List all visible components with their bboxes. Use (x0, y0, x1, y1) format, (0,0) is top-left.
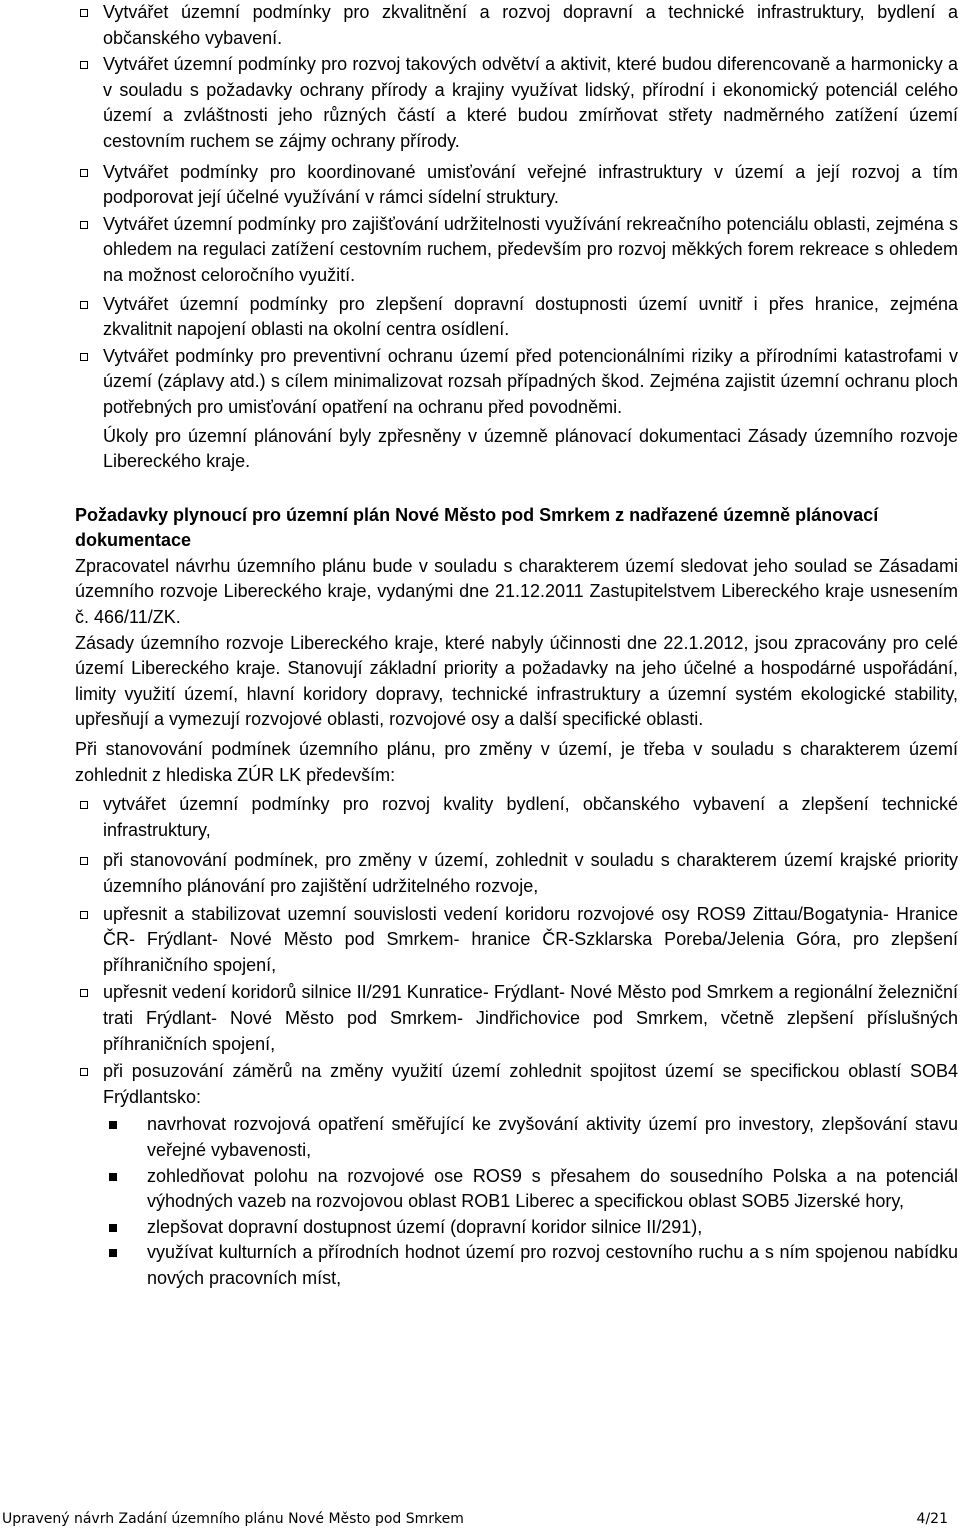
list-item-text: upřesnit vedení koridorů silnice II/291 Kunratice- Frýdlant- Nové Město pod Smrkem a regionální železniční trati Frýdlant- Nové Město pod Smrkem- Jindřichovice pod Smrkem, včetně zlepšení příslušných příhraničních spojení, (103, 982, 958, 1054)
list-item (75, 292, 958, 343)
list-item (75, 980, 958, 1057)
sub-list-item-text: navrhovat rozvojová opatření směřující ke zvyšování aktivity území pro investory, zlepšování stavu veřejné vybavenosti, (147, 1114, 958, 1160)
hollow-square-bullet-icon (80, 353, 88, 361)
footer-title: Upravený návrh Zadání územního plánu Nové Město pod Smrkem (2, 1511, 464, 1527)
hollow-square-bullet-icon (80, 9, 88, 17)
list-item (75, 344, 958, 421)
requirements-list (75, 792, 958, 1110)
list-item (75, 1059, 958, 1110)
hollow-square-bullet-icon (80, 1068, 88, 1076)
list-item-text: při stanovování podmínek, pro změny v území, zohlednit v souladu s charakterem území krajské priority územního plánování pro zajištění udržitelného rozvoje, (103, 850, 958, 896)
sub-list-item (75, 1112, 958, 1163)
page-footer (2, 1507, 948, 1531)
hollow-square-bullet-icon (80, 169, 88, 177)
hollow-square-bullet-icon (80, 221, 88, 229)
list-item (75, 792, 958, 843)
list-item-text: Vytvářet územní podmínky pro rozvoj takových odvětví a aktivit, které budou diferencovaně a harmonicky a v souladu s požadavky ochrany přírody a krajiny využívat lidský, přírodní i ekonomický potenciál celého území a zvláštnosti jeho různých částí a které budou zmírňovat střety nadměrného zatížení území cestovním ruchem se zájmy ochrany přírody. (103, 54, 958, 151)
list-item-text: Vytvářet podmínky pro koordinované umisťování veřejné infrastruktury v území a její rozvoj a tím podporovat její účelné využívání v rámci sídelní struktury. (103, 161, 958, 208)
sub-list-item (75, 1215, 958, 1241)
sub-list-item-text: zlepšovat dopravní dostupnost území (dopravní koridor silnice II/291), (147, 1216, 703, 1237)
list-item (75, 160, 958, 211)
list-item (75, 902, 958, 979)
list-item (75, 0, 958, 51)
document-content (75, 0, 958, 1292)
sub-list-item (75, 1240, 958, 1291)
sub-list-item-text: využívat kulturních a přírodních hodnot území pro rozvoj cestovního ruchu a s ním spojenou nabídku nových pracovních míst, (147, 1242, 958, 1288)
hollow-square-bullet-icon (80, 301, 88, 309)
objectives-list (75, 0, 958, 421)
paragraph: Při stanovování podmínek územního plánu, pro změny v území, je třeba v souladu s charakterem území zohlednit z hlediska ZÚR LK především: (75, 739, 958, 785)
filled-square-bullet-icon (109, 1173, 117, 1181)
paragraph: Zpracovatel návrhu územního plánu bude v souladu s charakterem území sledovat jeho soulad se Zásadami územního rozvoje Libereckého kraje, vydanými dne 21.12.2011 Zastupitelstvem Libereckého kraje usnesením č. 466/11/ZK. (75, 555, 958, 628)
filled-square-bullet-icon (109, 1249, 117, 1257)
list-item-text: Vytvářet územní podmínky pro zajišťování udržitelnosti využívání rekreačního potenciálu oblasti, zejména s ohledem na regulaci zatížení cestovním ruchem, především pro rozvoj měkkých forem rekreace s ohledem na možnost celoročního využití. (103, 213, 958, 285)
filled-square-bullet-icon (109, 1224, 117, 1232)
hollow-square-bullet-icon (80, 801, 88, 809)
filled-square-bullet-icon (109, 1121, 117, 1129)
list-item-text: Vytvářet podmínky pro preventivní ochranu území před potencionálními riziky a přírodními katastrofami v území (záplavy atd.) s cílem minimalizovat rozsah případných škod. Zejména zajistit územní ochranu ploch potřebných pro umisťování opatření na ochranu před povodněmi. (103, 345, 958, 417)
list-item-text: Vytvářet územní podmínky pro zkvalitnění a rozvoj dopravní a technické infrastruktury, bydlení a občanského vybavení. (103, 2, 958, 48)
list-item-text: upřesnit a stabilizovat uzemní souvislosti vedení koridoru rozvojové osy ROS9 Zittau/Bogatynia- Hranice ČR- Frýdlant- Nové Město pod Smrkem- hranice ČR-Szklarska Poreba/Jelenia Góra, pro zlepšení příhraničního spojení, (103, 903, 958, 975)
list-item-text: Vytvářet územní podmínky pro zlepšení dopravní dostupnosti území uvnitř i přes hranice, zejména zkvalitnit napojení oblasti na okolní centra osídlení. (103, 293, 958, 340)
list-item (75, 212, 958, 289)
list-item-text: vytvářet územní podmínky pro rozvoj kvality bydlení, občanského vybavení a zlepšení technické infrastruktury, (103, 794, 958, 840)
list-item (75, 848, 958, 899)
hollow-square-bullet-icon (80, 911, 88, 919)
list-item-text: při posuzování záměrů na změny využití území zohlednit spojitost území se specifickou oblastí SOB4 Frýdlantsko: (103, 1061, 958, 1107)
sub-list-item (75, 1164, 958, 1215)
hollow-square-bullet-icon (80, 857, 88, 865)
hollow-square-bullet-icon (80, 989, 88, 997)
sub-list-item-text: zohledňovat polohu na rozvojové ose ROS9 s přesahem do sousedního Polska a na potenciál výhodných vazeb na rozvojovou oblast ROB1 Liberec a specifickou oblast SOB5 Jizerské hory, (147, 1165, 958, 1212)
hollow-square-bullet-icon (80, 61, 88, 69)
page-number: 4/21 (916, 1511, 948, 1527)
note-paragraph: Úkoly pro územní plánování byly zpřesněny v územně plánovací dokumentaci Zásady územního rozvoje Libereckého kraje. (103, 425, 958, 472)
paragraph: Zásady územního rozvoje Libereckého kraje, které nabyly účinnosti dne 22.1.2012, jsou zpracovány pro celé území Libereckého kraje. Stanovují základní priority a požadavky na jeho účelné a hospodárné uspořádání, limity využití území, hlavní koridory dopravy, technické infrastruktury a územní systém ekologické stability, upřesňují a vymezují rozvojové oblasti, rozvojové osy a další specifické oblasti. (75, 632, 958, 730)
sob4-sub-list (75, 1112, 958, 1291)
list-item (75, 52, 958, 154)
section-heading: Požadavky plynoucí pro územní plán Nové Město pod Smrkem z nadřazené územně plánovací dokumentace (75, 504, 879, 551)
